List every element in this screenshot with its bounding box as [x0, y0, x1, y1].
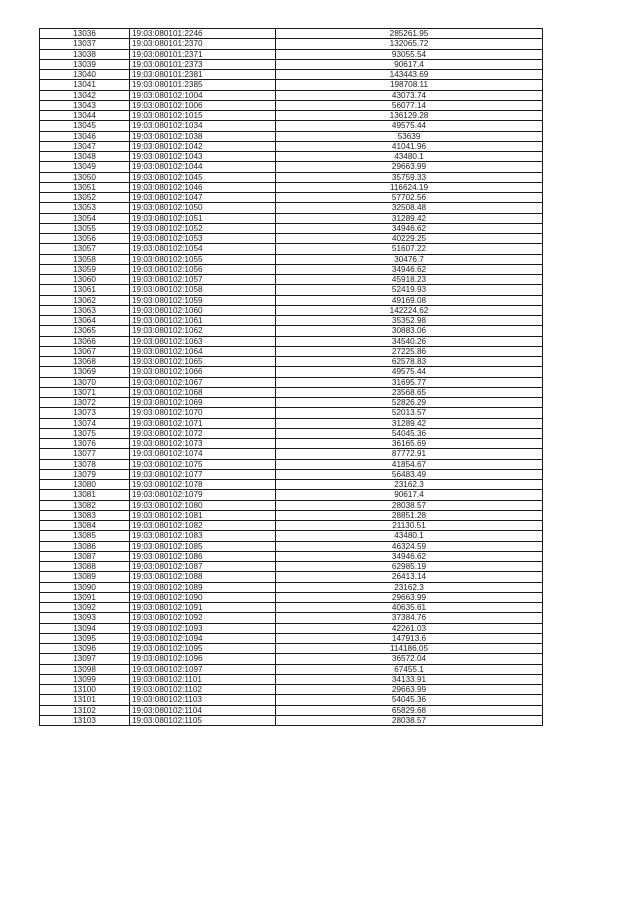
table-row: [40, 254, 543, 264]
cadastral-number-cell: 19:03:080102:1102: [130, 685, 276, 695]
value-cell: 57702.56: [276, 193, 543, 203]
cadastral-number-cell: 19:03:080102:1068: [130, 387, 276, 397]
table-row: [40, 387, 543, 397]
table-row: [40, 141, 543, 151]
cadastral-number-cell: 19:03:080102:1052: [130, 223, 276, 233]
value-cell: 132065.72: [276, 39, 543, 49]
cadastral-number-cell: 19:03:080102:1046: [130, 182, 276, 192]
row-number-cell: 13050: [40, 172, 130, 182]
row-number-cell: 13058: [40, 254, 130, 264]
table-row: [40, 367, 543, 377]
row-number-cell: 13074: [40, 418, 130, 428]
cadastral-number-cell: 19:03:080102:1067: [130, 377, 276, 387]
value-cell: 29663.99: [276, 685, 543, 695]
value-cell: 285261.95: [276, 29, 543, 39]
table-row: [40, 521, 543, 531]
table-row: [40, 357, 543, 367]
row-number-cell: 13064: [40, 316, 130, 326]
table-row: [40, 59, 543, 69]
value-cell: 198708.11: [276, 80, 543, 90]
value-cell: 62985.19: [276, 562, 543, 572]
row-number-cell: 13054: [40, 213, 130, 223]
table-row: [40, 111, 543, 121]
value-cell: 36165.69: [276, 439, 543, 449]
row-number-cell: 13078: [40, 459, 130, 469]
table-row: [40, 39, 543, 49]
cadastral-number-cell: 19:03:080102:1091: [130, 603, 276, 613]
cadastral-number-cell: 19:03:080102:1088: [130, 572, 276, 582]
cadastral-number-cell: 19:03:080102:1101: [130, 674, 276, 684]
table-row: [40, 613, 543, 623]
value-cell: 56483.49: [276, 469, 543, 479]
value-cell: 52013.57: [276, 408, 543, 418]
table-row: [40, 644, 543, 654]
table-row: [40, 377, 543, 387]
value-cell: 35352.98: [276, 316, 543, 326]
row-number-cell: 13095: [40, 633, 130, 643]
cadastral-number-cell: 19:03:080101:2385: [130, 80, 276, 90]
table-row: [40, 685, 543, 695]
row-number-cell: 13097: [40, 654, 130, 664]
value-cell: 43480.1: [276, 152, 543, 162]
cadastral-number-cell: 19:03:080102:1096: [130, 654, 276, 664]
cadastral-number-cell: 19:03:080101:2246: [130, 29, 276, 39]
value-cell: 34946.62: [276, 264, 543, 274]
value-cell: 147913.6: [276, 633, 543, 643]
value-cell: 56077.14: [276, 100, 543, 110]
table-row: [40, 162, 543, 172]
row-number-cell: 13052: [40, 193, 130, 203]
cadastral-number-cell: 19:03:080102:1095: [130, 644, 276, 654]
table-row: [40, 603, 543, 613]
value-cell: 31695.77: [276, 377, 543, 387]
value-cell: 49575.44: [276, 121, 543, 131]
cadastral-number-cell: 19:03:080102:1051: [130, 213, 276, 223]
row-number-cell: 13040: [40, 70, 130, 80]
cadastral-number-cell: 19:03:080102:1062: [130, 326, 276, 336]
data-table: [39, 28, 543, 726]
table-row: [40, 510, 543, 520]
table-row: [40, 346, 543, 356]
table-row: [40, 49, 543, 59]
value-cell: 28038.57: [276, 500, 543, 510]
row-number-cell: 13041: [40, 80, 130, 90]
value-cell: 43480.1: [276, 531, 543, 541]
row-number-cell: 13081: [40, 490, 130, 500]
table-row: [40, 295, 543, 305]
cadastral-number-cell: 19:03:080102:1061: [130, 316, 276, 326]
value-cell: 34946.62: [276, 551, 543, 561]
value-cell: 136129.28: [276, 111, 543, 121]
table-row: [40, 469, 543, 479]
row-number-cell: 13038: [40, 49, 130, 59]
row-number-cell: 13037: [40, 39, 130, 49]
cadastral-number-cell: 19:03:080101:2381: [130, 70, 276, 80]
value-cell: 93055.54: [276, 49, 543, 59]
value-cell: 36572.04: [276, 654, 543, 664]
table-row: [40, 244, 543, 254]
table-row: [40, 152, 543, 162]
row-number-cell: 13036: [40, 29, 130, 39]
table-row: [40, 562, 543, 572]
table-row: [40, 582, 543, 592]
table-row: [40, 633, 543, 643]
cadastral-number-cell: 19:03:080102:1006: [130, 100, 276, 110]
table-row: [40, 70, 543, 80]
row-number-cell: 13092: [40, 603, 130, 613]
row-number-cell: 13075: [40, 428, 130, 438]
value-cell: 28038.57: [276, 715, 543, 725]
value-cell: 40229.25: [276, 234, 543, 244]
cadastral-number-cell: 19:03:080102:1105: [130, 715, 276, 725]
row-number-cell: 13096: [40, 644, 130, 654]
value-cell: 26413.14: [276, 572, 543, 582]
row-number-cell: 13051: [40, 182, 130, 192]
row-number-cell: 13094: [40, 623, 130, 633]
cadastral-number-cell: 19:03:080102:1066: [130, 367, 276, 377]
value-cell: 54045.36: [276, 695, 543, 705]
cadastral-number-cell: 19:03:080102:1056: [130, 264, 276, 274]
value-cell: 52826.29: [276, 398, 543, 408]
value-cell: 142224.62: [276, 305, 543, 315]
cadastral-number-cell: 19:03:080102:1004: [130, 90, 276, 100]
cadastral-number-cell: 19:03:080102:1073: [130, 439, 276, 449]
table-row: [40, 480, 543, 490]
cadastral-number-cell: 19:03:080102:1055: [130, 254, 276, 264]
value-cell: 34540.26: [276, 336, 543, 346]
value-cell: 35759.33: [276, 172, 543, 182]
value-cell: 29663.99: [276, 592, 543, 602]
value-cell: 30476.7: [276, 254, 543, 264]
row-number-cell: 13103: [40, 715, 130, 725]
value-cell: 65829.68: [276, 705, 543, 715]
value-cell: 28851.28: [276, 510, 543, 520]
cadastral-number-cell: 19:03:080102:1087: [130, 562, 276, 572]
value-cell: 62578.83: [276, 357, 543, 367]
value-cell: 23568.65: [276, 387, 543, 397]
table-row: [40, 592, 543, 602]
table-row: [40, 541, 543, 551]
cadastral-number-cell: 19:03:080102:1086: [130, 551, 276, 561]
cadastral-number-cell: 19:03:080102:1075: [130, 459, 276, 469]
table-row: [40, 29, 543, 39]
row-number-cell: 13076: [40, 439, 130, 449]
value-cell: 43073.74: [276, 90, 543, 100]
cadastral-number-cell: 19:03:080102:1089: [130, 582, 276, 592]
row-number-cell: 13079: [40, 469, 130, 479]
row-number-cell: 13061: [40, 285, 130, 295]
value-cell: 53639: [276, 131, 543, 141]
value-cell: 52419.93: [276, 285, 543, 295]
value-cell: 34946.62: [276, 223, 543, 233]
row-number-cell: 13055: [40, 223, 130, 233]
cadastral-number-cell: 19:03:080101:2371: [130, 49, 276, 59]
cadastral-number-cell: 19:03:080102:1093: [130, 623, 276, 633]
table-row: [40, 428, 543, 438]
table-row: [40, 193, 543, 203]
table-row: [40, 100, 543, 110]
cadastral-number-cell: 19:03:080102:1094: [130, 633, 276, 643]
row-number-cell: 13059: [40, 264, 130, 274]
cadastral-number-cell: 19:03:080102:1069: [130, 398, 276, 408]
row-number-cell: 13077: [40, 449, 130, 459]
table-row: [40, 203, 543, 213]
row-number-cell: 13048: [40, 152, 130, 162]
value-cell: 143443.69: [276, 70, 543, 80]
cadastral-number-cell: 19:03:080101:2373: [130, 59, 276, 69]
row-number-cell: 13093: [40, 613, 130, 623]
cadastral-number-cell: 19:03:080102:1059: [130, 295, 276, 305]
table-row: [40, 500, 543, 510]
row-number-cell: 13066: [40, 336, 130, 346]
table-row: [40, 674, 543, 684]
table-row: [40, 418, 543, 428]
row-number-cell: 13069: [40, 367, 130, 377]
value-cell: 54045.36: [276, 428, 543, 438]
cadastral-number-cell: 19:03:080102:1078: [130, 480, 276, 490]
value-cell: 21130.51: [276, 521, 543, 531]
value-cell: 37384.76: [276, 613, 543, 623]
row-number-cell: 13090: [40, 582, 130, 592]
row-number-cell: 13067: [40, 346, 130, 356]
row-number-cell: 13098: [40, 664, 130, 674]
cadastral-number-cell: 19:03:080102:1034: [130, 121, 276, 131]
table-row: [40, 695, 543, 705]
table-row: [40, 121, 543, 131]
row-number-cell: 13047: [40, 141, 130, 151]
row-number-cell: 13070: [40, 377, 130, 387]
table-row: [40, 316, 543, 326]
table-row: [40, 449, 543, 459]
row-number-cell: 13101: [40, 695, 130, 705]
row-number-cell: 13088: [40, 562, 130, 572]
table-row: [40, 715, 543, 725]
row-number-cell: 13085: [40, 531, 130, 541]
row-number-cell: 13102: [40, 705, 130, 715]
table-row: [40, 654, 543, 664]
value-cell: 87772.91: [276, 449, 543, 459]
cadastral-number-cell: 19:03:080102:1077: [130, 469, 276, 479]
table-row: [40, 90, 543, 100]
value-cell: 32508.48: [276, 203, 543, 213]
cadastral-number-cell: 19:03:080102:1060: [130, 305, 276, 315]
table-row: [40, 439, 543, 449]
value-cell: 40635.61: [276, 603, 543, 613]
table-row: [40, 705, 543, 715]
table-row: [40, 223, 543, 233]
value-cell: 31289.42: [276, 418, 543, 428]
cadastral-number-cell: 19:03:080102:1058: [130, 285, 276, 295]
table-row: [40, 336, 543, 346]
table-row: [40, 623, 543, 633]
cadastral-number-cell: 19:03:080102:1063: [130, 336, 276, 346]
cadastral-number-cell: 19:03:080102:1070: [130, 408, 276, 418]
row-number-cell: 13099: [40, 674, 130, 684]
cadastral-number-cell: 19:03:080102:1038: [130, 131, 276, 141]
row-number-cell: 13087: [40, 551, 130, 561]
row-number-cell: 13091: [40, 592, 130, 602]
value-cell: 49575.44: [276, 367, 543, 377]
value-cell: 29663.99: [276, 162, 543, 172]
table-row: [40, 551, 543, 561]
row-number-cell: 13046: [40, 131, 130, 141]
cadastral-number-cell: 19:03:080101:2370: [130, 39, 276, 49]
value-cell: 23162.3: [276, 582, 543, 592]
row-number-cell: 13053: [40, 203, 130, 213]
table-row: [40, 305, 543, 315]
cadastral-number-cell: 19:03:080102:1065: [130, 357, 276, 367]
row-number-cell: 13060: [40, 275, 130, 285]
row-number-cell: 13080: [40, 480, 130, 490]
row-number-cell: 13039: [40, 59, 130, 69]
cadastral-number-cell: 19:03:080102:1064: [130, 346, 276, 356]
table-row: [40, 664, 543, 674]
value-cell: 41041.96: [276, 141, 543, 151]
row-number-cell: 13089: [40, 572, 130, 582]
table-row: [40, 213, 543, 223]
cadastral-number-cell: 19:03:080102:1057: [130, 275, 276, 285]
table-row: [40, 172, 543, 182]
cadastral-number-cell: 19:03:080102:1103: [130, 695, 276, 705]
table-row: [40, 531, 543, 541]
value-cell: 45918.23: [276, 275, 543, 285]
row-number-cell: 13072: [40, 398, 130, 408]
cadastral-number-cell: 19:03:080102:1054: [130, 244, 276, 254]
row-number-cell: 13056: [40, 234, 130, 244]
cadastral-number-cell: 19:03:080102:1079: [130, 490, 276, 500]
row-number-cell: 13057: [40, 244, 130, 254]
row-number-cell: 13062: [40, 295, 130, 305]
row-number-cell: 13086: [40, 541, 130, 551]
cadastral-number-cell: 19:03:080102:1045: [130, 172, 276, 182]
table-body: [40, 29, 543, 726]
value-cell: 116624.19: [276, 182, 543, 192]
value-cell: 30883.06: [276, 326, 543, 336]
table-row: [40, 234, 543, 244]
value-cell: 27225.86: [276, 346, 543, 356]
cadastral-number-cell: 19:03:080102:1044: [130, 162, 276, 172]
cadastral-number-cell: 19:03:080102:1043: [130, 152, 276, 162]
table-row: [40, 572, 543, 582]
value-cell: 34133.91: [276, 674, 543, 684]
row-number-cell: 13065: [40, 326, 130, 336]
row-number-cell: 13082: [40, 500, 130, 510]
cadastral-number-cell: 19:03:080102:1092: [130, 613, 276, 623]
row-number-cell: 13043: [40, 100, 130, 110]
value-cell: 46324.59: [276, 541, 543, 551]
value-cell: 51607.22: [276, 244, 543, 254]
value-cell: 31289.42: [276, 213, 543, 223]
cadastral-number-cell: 19:03:080102:1042: [130, 141, 276, 151]
row-number-cell: 13083: [40, 510, 130, 520]
cadastral-number-cell: 19:03:080102:1071: [130, 418, 276, 428]
table-row: [40, 459, 543, 469]
row-number-cell: 13049: [40, 162, 130, 172]
table-row: [40, 285, 543, 295]
row-number-cell: 13073: [40, 408, 130, 418]
cadastral-number-cell: 19:03:080102:1081: [130, 510, 276, 520]
cadastral-number-cell: 19:03:080102:1050: [130, 203, 276, 213]
cadastral-number-cell: 19:03:080102:1104: [130, 705, 276, 715]
value-cell: 49169.08: [276, 295, 543, 305]
value-cell: 42261.03: [276, 623, 543, 633]
cadastral-number-cell: 19:03:080102:1053: [130, 234, 276, 244]
cadastral-number-cell: 19:03:080102:1074: [130, 449, 276, 459]
table-row: [40, 398, 543, 408]
row-number-cell: 13042: [40, 90, 130, 100]
value-cell: 90617.4: [276, 59, 543, 69]
row-number-cell: 13071: [40, 387, 130, 397]
cadastral-number-cell: 19:03:080102:1015: [130, 111, 276, 121]
cadastral-number-cell: 19:03:080102:1072: [130, 428, 276, 438]
value-cell: 90617.4: [276, 490, 543, 500]
value-cell: 67455.1: [276, 664, 543, 674]
row-number-cell: 13068: [40, 357, 130, 367]
row-number-cell: 13044: [40, 111, 130, 121]
cadastral-number-cell: 19:03:080102:1090: [130, 592, 276, 602]
table-row: [40, 326, 543, 336]
cadastral-number-cell: 19:03:080102:1047: [130, 193, 276, 203]
cadastral-number-cell: 19:03:080102:1080: [130, 500, 276, 510]
document-page: [39, 28, 542, 726]
value-cell: 23162.3: [276, 480, 543, 490]
cadastral-number-cell: 19:03:080102:1083: [130, 531, 276, 541]
table-row: [40, 490, 543, 500]
cadastral-number-cell: 19:03:080102:1082: [130, 521, 276, 531]
row-number-cell: 13063: [40, 305, 130, 315]
table-row: [40, 264, 543, 274]
row-number-cell: 13100: [40, 685, 130, 695]
cadastral-number-cell: 19:03:080102:1097: [130, 664, 276, 674]
table-row: [40, 182, 543, 192]
row-number-cell: 13084: [40, 521, 130, 531]
table-row: [40, 80, 543, 90]
cadastral-number-cell: 19:03:080102:1085: [130, 541, 276, 551]
table-row: [40, 408, 543, 418]
value-cell: 41854.67: [276, 459, 543, 469]
table-row: [40, 275, 543, 285]
value-cell: 114186.05: [276, 644, 543, 654]
table-row: [40, 131, 543, 141]
row-number-cell: 13045: [40, 121, 130, 131]
